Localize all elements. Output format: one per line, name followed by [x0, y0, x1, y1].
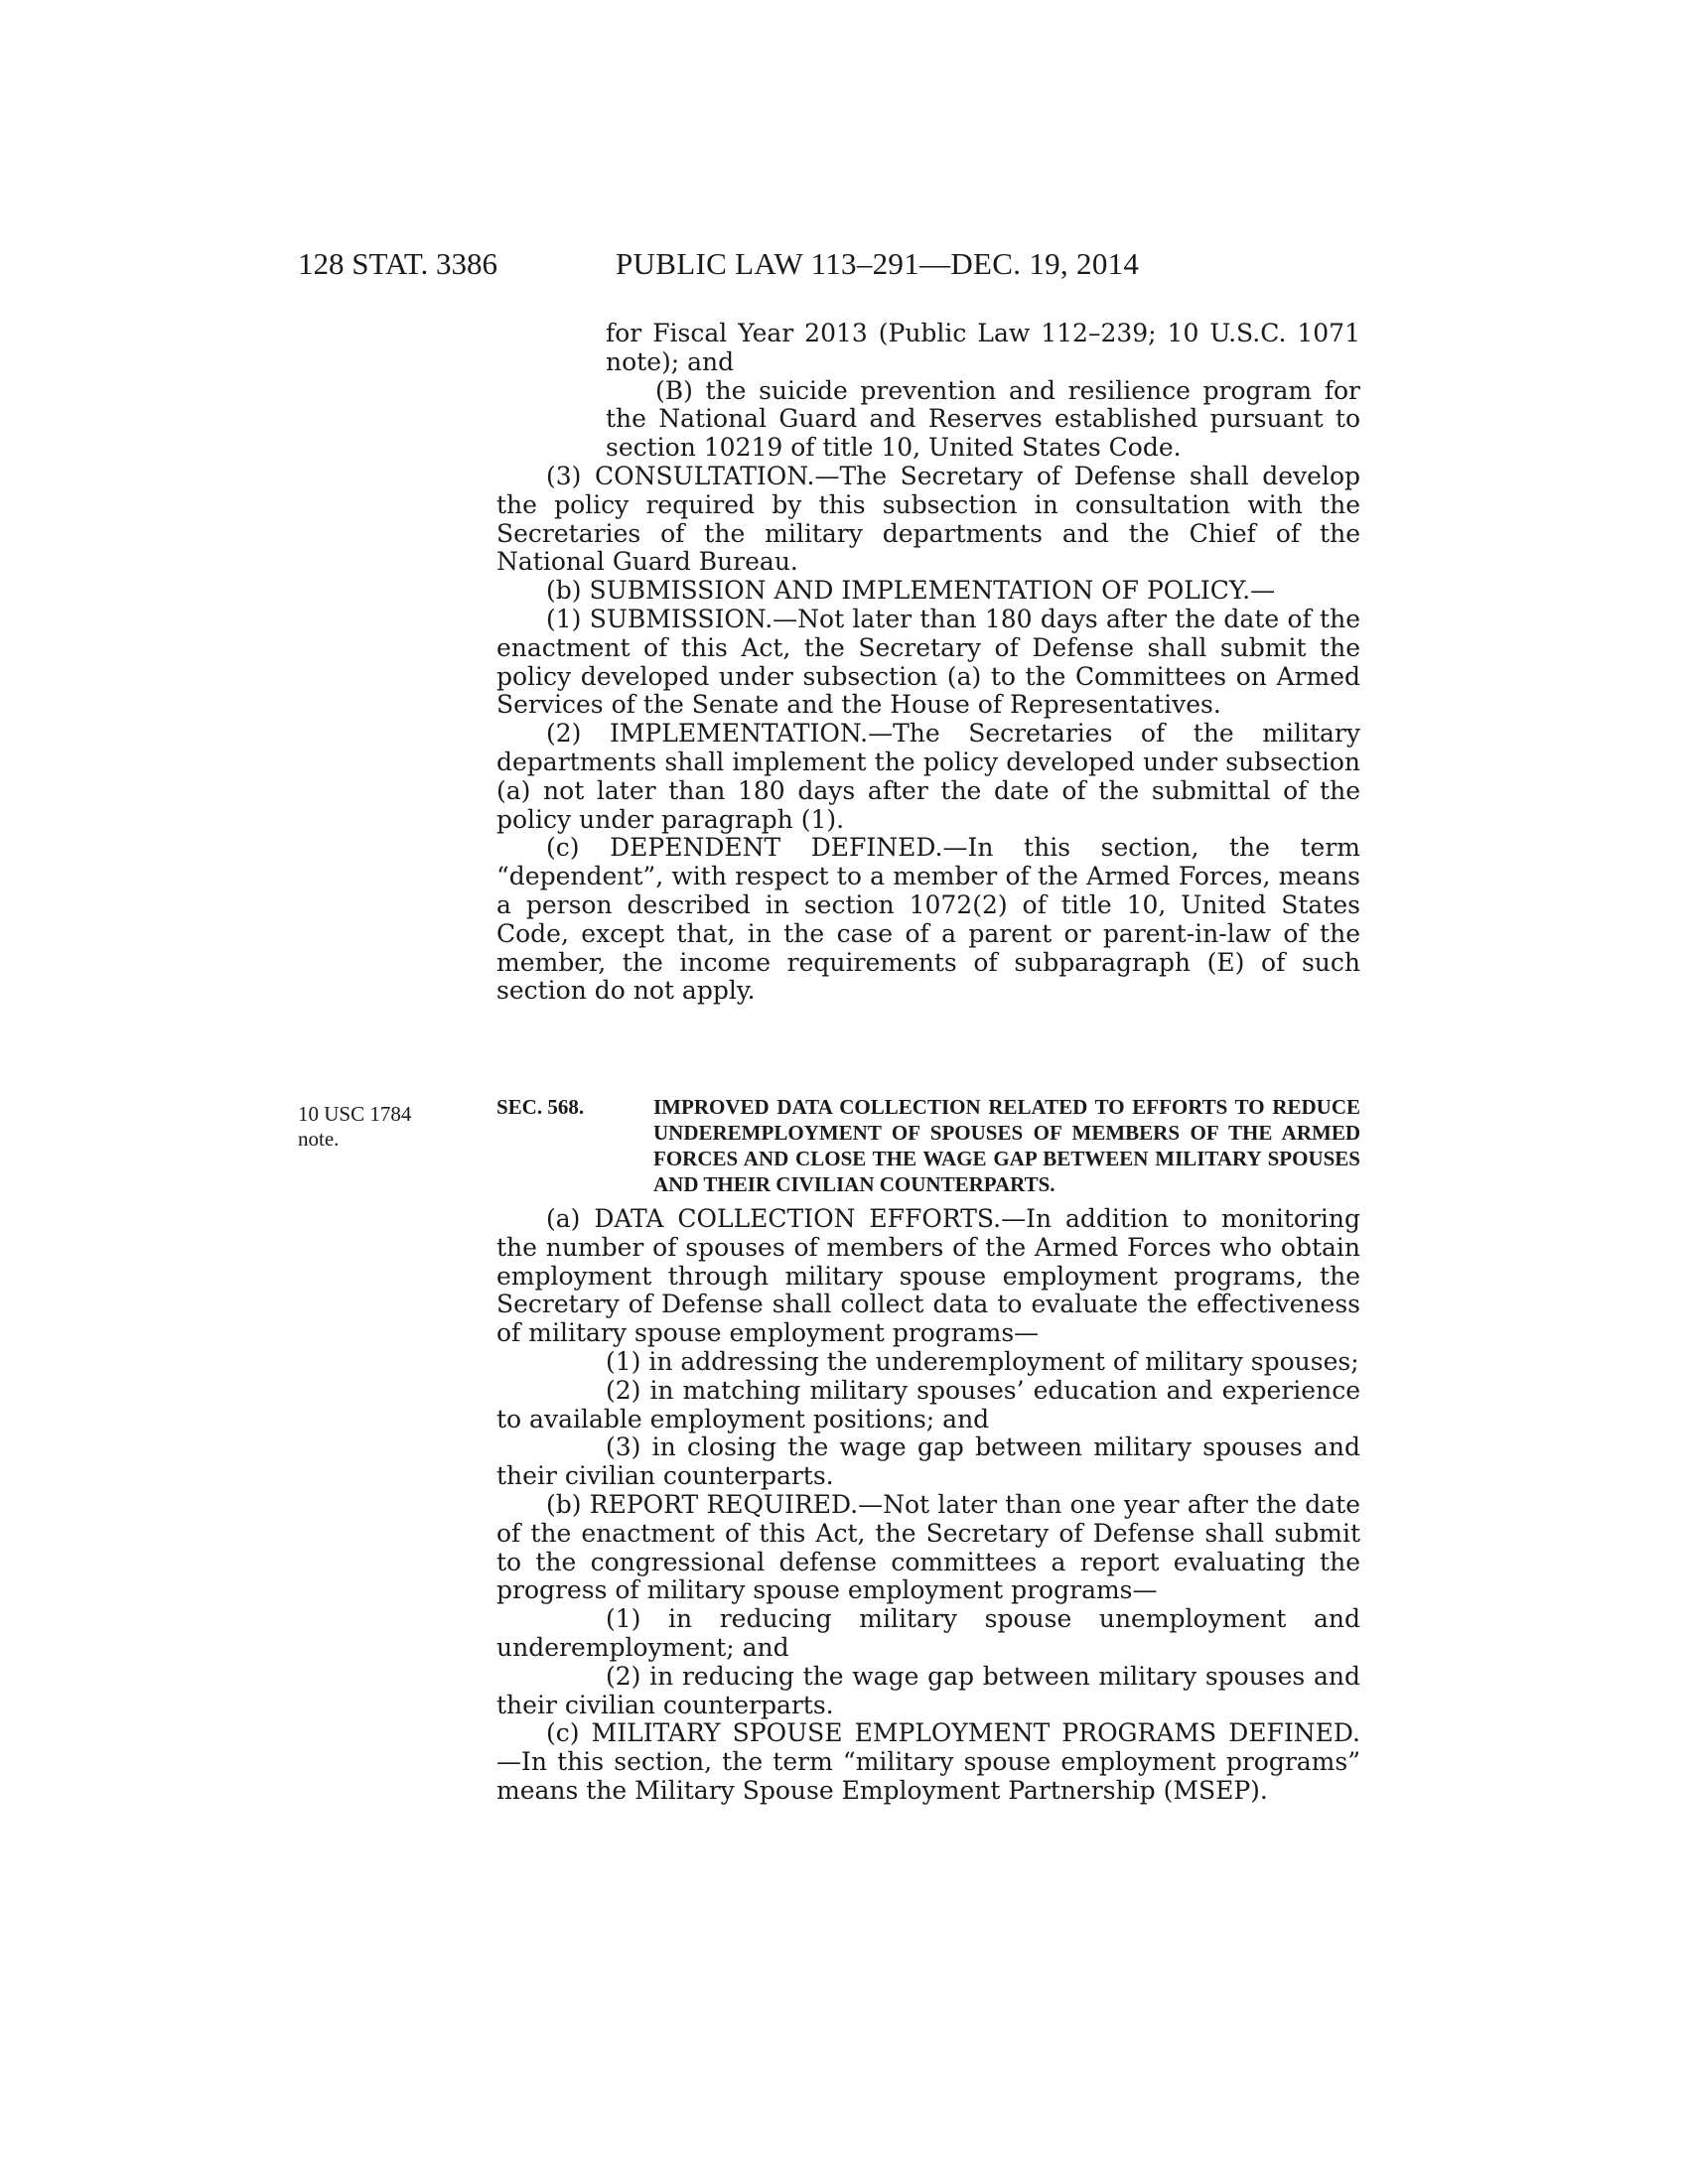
paragraph-consultation: (3) CONSULTATION.—The Secretary of Defense shall develop the policy required by this subsection in consultation with the Secretaries of the military departments and the Chief of the National Guard Bureau. [496, 461, 1360, 577]
margin-note-citation: 10 USC 1784 [298, 1102, 412, 1126]
paragraph-a1: (1) in addressing the underemployment of military spouses; [606, 1346, 1359, 1376]
paragraph-b2: (2) in reducing the wage gap between military spouses and their civilian counterparts. [496, 1661, 1360, 1719]
subsection-c-dependent-defined: (c) DEPENDENT DEFINED.—In this section, the term “dependent”, with respect to a member of the Armed Forces, means a person described in section 1072(2) of title 10, United States Code, except that, in the case of a parent or parent-in-law of the member, the income requirements of subparagraph (E) of such section do not apply. [496, 833, 1360, 1006]
section-body [496, 1205, 1360, 1806]
paragraph-submission: (1) SUBMISSION.—Not later than 180 days after the date of the enactment of this Act, the Secretary of Defense shall submit the policy developed under subsection (a) to the Committees on Armed Services of the Senate and the House of Representatives. [496, 604, 1360, 720]
margin-note [298, 1102, 411, 1152]
section-heading [496, 1094, 1360, 1197]
subsection-c-programs-defined: (c) MILITARY SPOUSE EMPLOYMENT PROGRAMS DEFINED.—In this section, the term “military spouse employment programs” means the Military Spouse Employment Partnership (MSEP). [496, 1718, 1360, 1805]
paragraph-b-suicide-program: (B) the suicide prevention and resilience program for the National Guard and Reserves established pursuant to section 10219 of title 10, United States Code. [606, 375, 1360, 463]
continuation-text [496, 320, 1360, 1006]
paragraph-implementation: (2) IMPLEMENTATION.—The Secretaries of the military departments shall implement the policy developed under subsection (a) not later than 180 days after the date of the submittal of the policy under paragraph (1). [496, 719, 1360, 834]
paragraph-a3: (3) in closing the wage gap between military spouses and their civilian counterparts. [496, 1433, 1360, 1491]
section-title: IMPROVED DATA COLLECTION RELATED TO EFFORTS TO REDUCE UNDEREMPLOYMENT OF SPOUSES OF MEMBERS OF THE ARMED FORCES AND CLOSE THE WAGE GAP BETWEEN MILITARY SPOUSES AND THEIR CIVILIAN COUNTERPARTS. [653, 1095, 1360, 1196]
page-header-title: PUBLIC LAW 113–291—DEC. 19, 2014 [616, 246, 1140, 281]
paragraph-continuation: for Fiscal Year 2013 (Public Law 112–239; 10 U.S.C. 1071 note); and [606, 319, 1360, 376]
statute-citation: 128 STAT. 3386 [298, 246, 498, 281]
margin-note-label: note. [298, 1127, 340, 1151]
subsection-b-heading: (b) SUBMISSION AND IMPLEMENTATION OF POLICY.— [546, 576, 1276, 606]
subsection-a-data-collection: (a) DATA COLLECTION EFFORTS.—In addition to monitoring the number of spouses of members of the Armed Forces who obtain employment through military spouse employment programs, the Secretary of Defense shall collect data to evaluate the effectiveness of military spouse employment programs— [496, 1204, 1360, 1348]
paragraph-a2: (2) in matching military spouses’ education and experience to available employment positions; and [496, 1375, 1360, 1433]
subsection-b-report-required: (b) REPORT REQUIRED.—Not later than one year after the date of the enactment of this Act, the Secretary of Defense shall submit to the congressional defense committees a report evaluating the progress of military spouse employment programs— [496, 1489, 1360, 1605]
section-number: SEC. 568. [496, 1095, 585, 1119]
paragraph-b1: (1) in reducing military spouse unemployment and underemployment; and [496, 1604, 1360, 1662]
